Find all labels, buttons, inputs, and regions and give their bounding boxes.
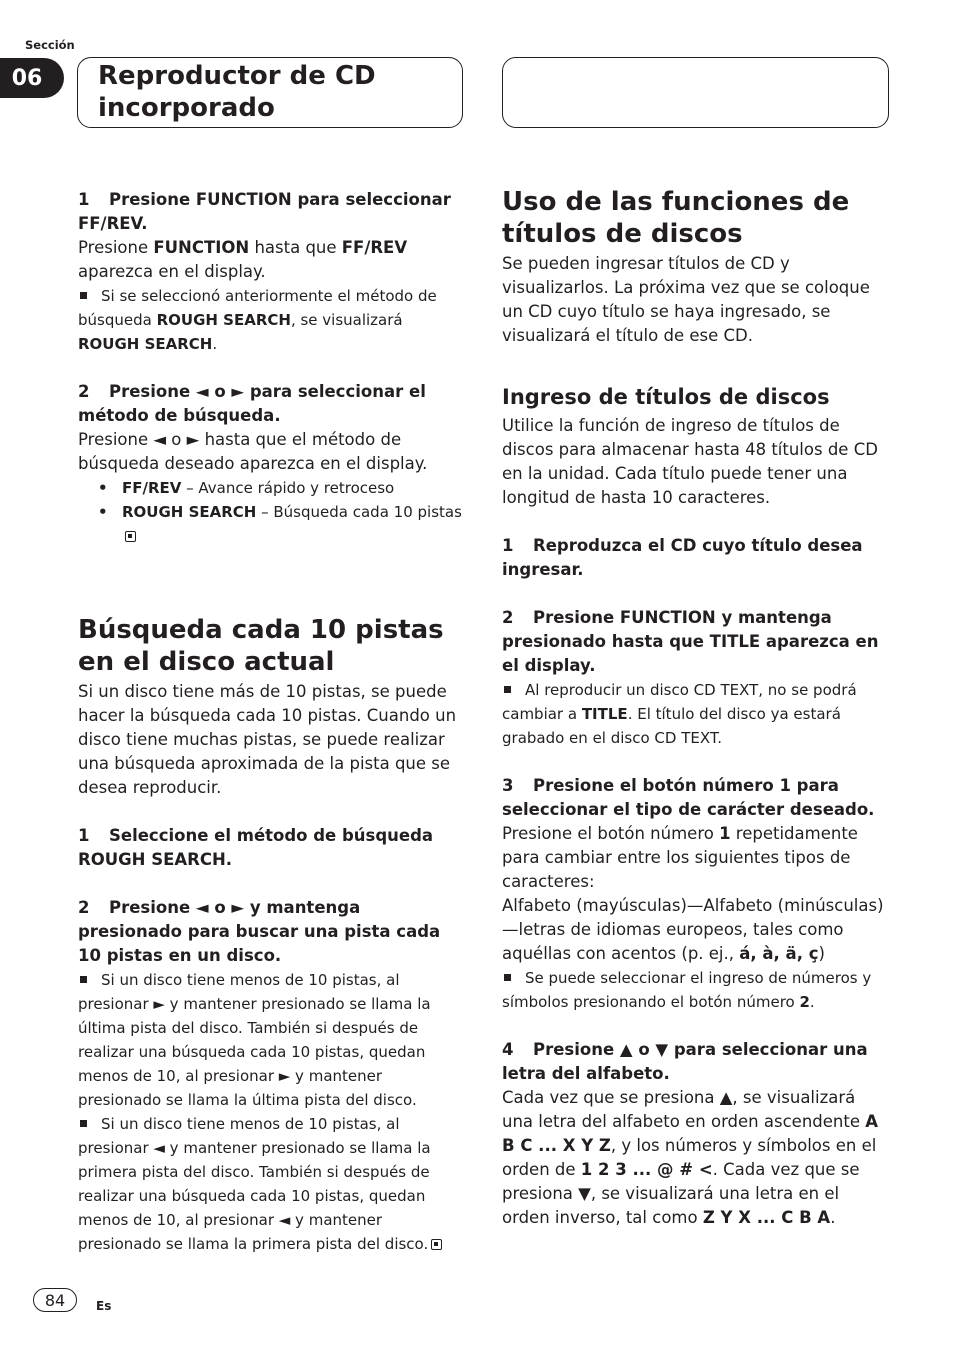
note-square-icon: [504, 686, 511, 693]
step-4-body: Cada vez que se presiona ▲, se visualizará una letra del alfabeto en orden ascendente A B C ... X Y Z, y los números y símbolos en el orden de 1 2 3 ... @ # <. Cada vez que se presiona ▼, se visualizará una letra en el orden inverso, tal como Z Y X ... C B A.: [502, 1088, 879, 1227]
note: Si un disco tiene menos de 10 pistas, al presionar ◄ y mantener presionado se llama la primera pista del disco. También si después de realizar una búsqueda cada 10 pistas, quedan menos de 10, al presionar ◄ y mantener presionado se llama la primera pista del disco.: [78, 1112, 463, 1256]
end-mark-icon: [125, 531, 136, 542]
step-1-note: Si se seleccionó anteriormente el método de búsqueda ROUGH SEARCH, se visualizará ROUGH SEARCH.: [78, 287, 437, 353]
note-square-icon: [80, 292, 87, 299]
step-1-body: Presione FUNCTION hasta que FF/REV aparezca en el display.: [78, 238, 408, 281]
section-label: Sección: [25, 38, 75, 52]
step-3-body: Presione el botón número 1 repetidamente para cambiar entre los siguientes tipos de caracteres: Alfabeto (mayúsculas)—Alfabeto (minúsculas)—letras de idiomas europeos, tales como aquéllas con acentos (p. ej., á, à, ä, ç): [502, 824, 884, 963]
note-square-icon: [80, 976, 87, 983]
left-column: [78, 188, 463, 1256]
subheading-entering-titles: Ingreso de títulos de discos: [502, 385, 830, 409]
section-number-badge: 06: [0, 58, 64, 98]
page-number: 84: [33, 1288, 77, 1312]
step-2-title: 2 Presione FUNCTION y mantenga presionado hasta que TITLE aparezca en el display.: [502, 608, 879, 675]
step-1-title: 1 Reproduzca el CD cuyo título desea ingresar.: [502, 536, 863, 579]
step-3-title: 3 Presione el botón número 1 para seleccionar el tipo de carácter deseado.: [502, 776, 875, 819]
right-column: [502, 186, 887, 1230]
note-square-icon: [80, 1120, 87, 1127]
end-mark-icon: [431, 1239, 442, 1250]
step-2-note: Al reproducir un disco CD TEXT, no se podrá cambiar a TITLE. El título del disco ya estará grabado en el disco CD TEXT.: [502, 681, 857, 747]
section-heading-rough-search: Búsqueda cada 10 pistas en el disco actual: [78, 615, 444, 677]
header-empty-box: [502, 57, 889, 128]
rough-search-intro: Si un disco tiene más de 10 pistas, se puede hacer la búsqueda cada 10 pistas. Cuando un disco tiene muchas pistas, se puede realizar una búsqueda aproximada de la pista que se desea reproducir.: [78, 682, 457, 797]
chapter-title: Reproductor de CD incorporado: [98, 61, 376, 123]
search-method-list: [78, 476, 463, 548]
list-item: • ROUGH SEARCH – Búsqueda cada 10 pistas: [78, 500, 463, 548]
step-2-title: 2 Presione ◄ o ► para seleccionar el método de búsqueda.: [78, 382, 426, 425]
step-2-body: Presione ◄ o ► hasta que el método de búsqueda deseado aparezca en el display.: [78, 430, 428, 473]
step-4-title: 4 Presione ▲ o ▼ para seleccionar una letra del alfabeto.: [502, 1040, 868, 1083]
note: Si un disco tiene menos de 10 pistas, al presionar ► y mantener presionado se llama la última pista del disco. También si después de realizar una búsqueda cada 10 pistas, quedan menos de 10, al presionar ► y mantener presionado se llama la última pista del disco.: [78, 971, 431, 1109]
list-item: • FF/REV – Avance rápido y retroceso: [78, 476, 463, 500]
entering-titles-body: Utilice la función de ingreso de títulos de discos para almacenar hasta 48 títulos de CD en la unidad. Cada título puede tener una longitud de hasta 10 caracteres.: [502, 416, 878, 507]
step-2-title: 2 Presione ◄ o ► y mantenga presionado para buscar una pista cada 10 pistas en un disco.: [78, 898, 441, 965]
note-square-icon: [504, 974, 511, 981]
disc-titles-intro: Se pueden ingresar títulos de CD y visualizarlos. La próxima vez que se coloque un CD cuyo título se haya ingresado, se visualizará el título de ese CD.: [502, 254, 870, 345]
step-1-title: 1 Seleccione el método de búsqueda ROUGH SEARCH.: [78, 826, 434, 869]
section-heading-disc-titles: Uso de las funciones de títulos de discos: [502, 187, 850, 249]
step-3-note: Se puede seleccionar el ingreso de números y símbolos presionando el botón número 2.: [502, 969, 872, 1011]
language-code: Es: [96, 1299, 112, 1313]
step-1-title: 1 Presione FUNCTION para seleccionar FF/REV.: [78, 190, 451, 233]
